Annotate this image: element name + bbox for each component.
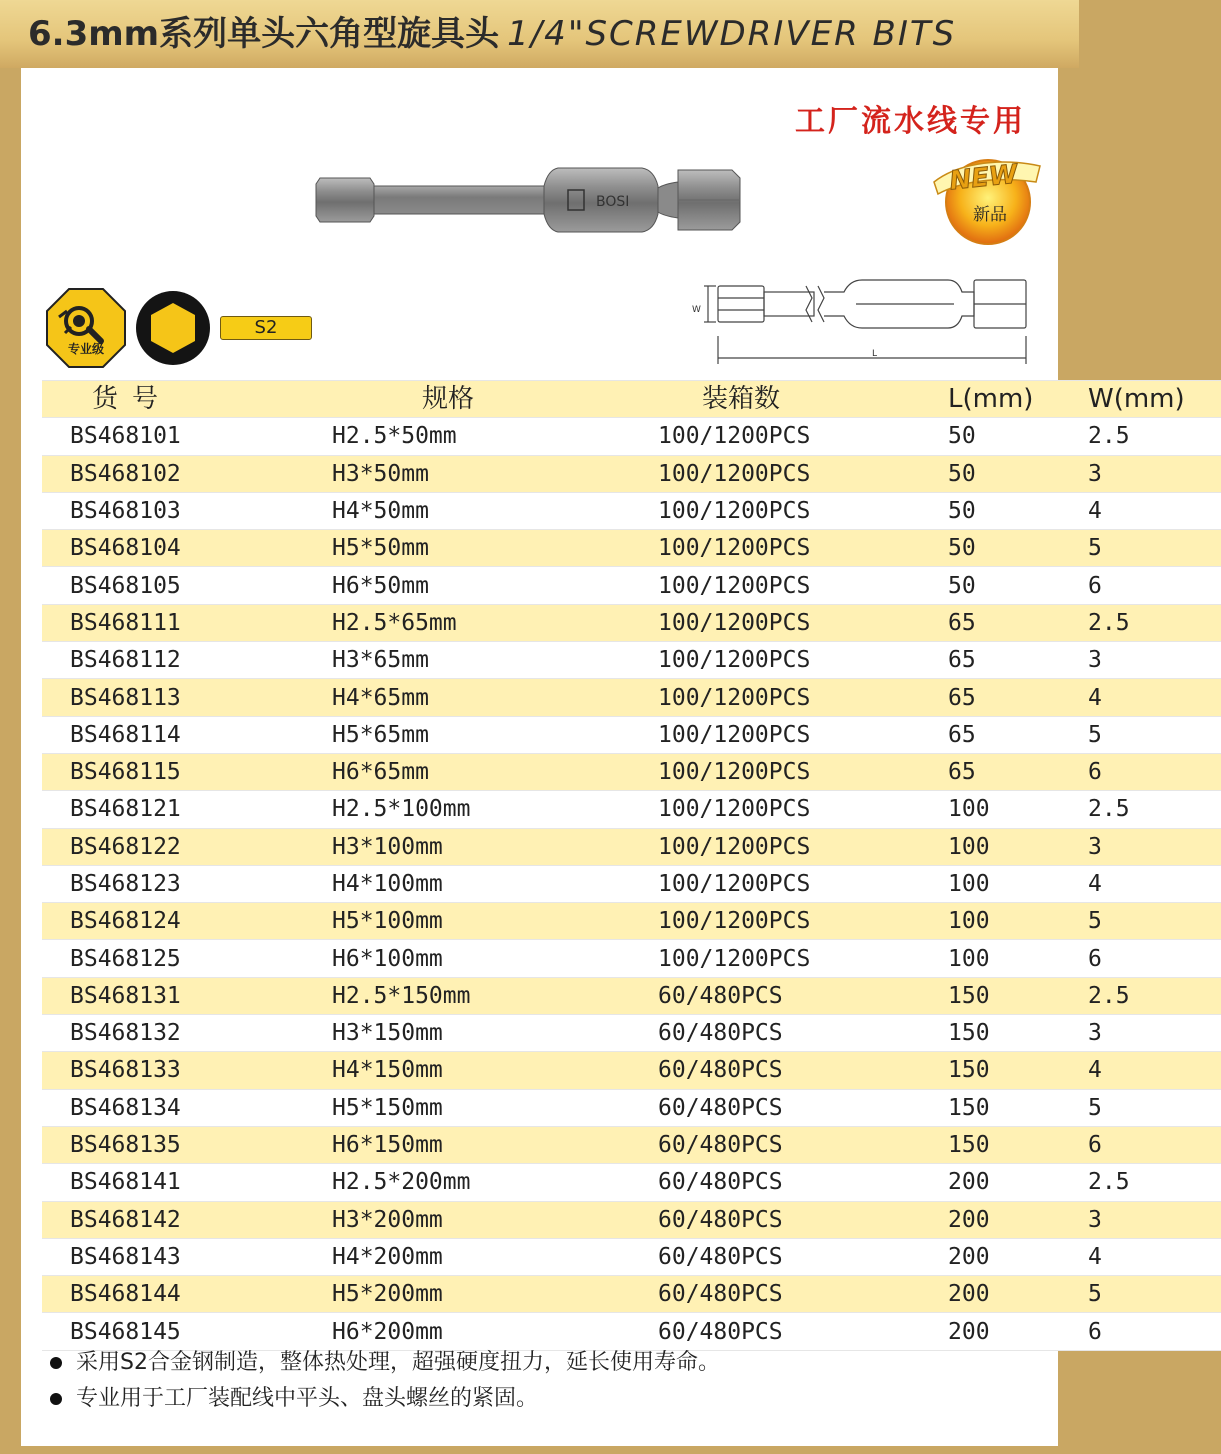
table-row <box>42 1052 1221 1089</box>
cell-box-qty: 60/480PCS <box>658 1281 783 1308</box>
cell-box-qty: 100/1200PCS <box>658 759 811 786</box>
cell-box-qty: 60/480PCS <box>658 1020 783 1047</box>
table-row <box>42 865 1221 902</box>
cell-box-qty: 60/480PCS <box>658 1318 783 1345</box>
material-badge: S2 <box>220 316 312 340</box>
cell-box-qty: 100/1200PCS <box>658 796 811 823</box>
cell-length: 100 <box>948 908 990 935</box>
cell-spec: H6*200mm <box>332 1318 443 1345</box>
cell-part-number: BS468104 <box>70 535 181 562</box>
cell-spec: H6*100mm <box>332 945 443 972</box>
header-box-qty: 装箱数 <box>702 384 781 415</box>
cell-width: 5 <box>1088 535 1102 562</box>
slogan: 工厂流水线专用 <box>795 104 1026 139</box>
cell-spec: H4*50mm <box>332 498 429 525</box>
cell-width: 6 <box>1088 759 1102 786</box>
table-row <box>42 418 1221 455</box>
cell-width: 5 <box>1088 721 1102 748</box>
cell-length: 100 <box>948 945 990 972</box>
cell-length: 150 <box>948 1020 990 1047</box>
diagram-l-label: L <box>872 349 878 359</box>
cell-box-qty: 60/480PCS <box>658 1169 783 1196</box>
cell-length: 150 <box>948 1132 990 1159</box>
cell-spec: H5*200mm <box>332 1281 443 1308</box>
cell-box-qty: 100/1200PCS <box>658 423 811 450</box>
cell-part-number: BS468123 <box>70 871 181 897</box>
cell-width: 5 <box>1088 908 1102 935</box>
cell-spec: H5*100mm <box>332 908 443 935</box>
bit-brand: BOSI <box>596 194 630 210</box>
cell-width: 4 <box>1088 498 1102 525</box>
header-length: L(mm) <box>948 384 1034 415</box>
cell-part-number: BS468101 <box>70 423 181 450</box>
title-chinese: 6.3mm系列单头六角型旋具头 <box>28 14 500 54</box>
cell-spec: H4*200mm <box>332 1243 443 1270</box>
cell-part-number: BS468114 <box>70 721 181 748</box>
screwdriver-bit-image <box>312 160 752 240</box>
cell-length: 150 <box>948 982 990 1009</box>
cell-box-qty: 100/1200PCS <box>658 647 811 674</box>
cell-part-number: BS468141 <box>70 1169 181 1196</box>
cell-part-number: BS468132 <box>70 1020 181 1047</box>
cell-length: 65 <box>948 647 976 674</box>
cell-spec: H5*150mm <box>332 1094 443 1121</box>
cell-part-number: BS468111 <box>70 609 181 636</box>
header-spec: 规格 <box>422 384 475 415</box>
diagram-w-label: W <box>692 305 701 315</box>
cell-length: 200 <box>948 1206 990 1233</box>
cell-part-number: BS468102 <box>70 460 181 487</box>
cell-spec: H3*150mm <box>332 1020 443 1047</box>
cell-box-qty: 100/1200PCS <box>658 908 811 935</box>
cell-width: 6 <box>1088 1132 1102 1159</box>
table-row <box>42 604 1221 641</box>
cell-spec: H3*200mm <box>332 1206 443 1233</box>
cell-length: 65 <box>948 721 976 748</box>
note-text: 采用S2合金钢制造，整体热处理，超强硬度扭力，延长使用寿命。 <box>76 1350 720 1375</box>
cell-spec: H2.5*150mm <box>332 982 471 1009</box>
cell-width: 6 <box>1088 1318 1102 1345</box>
cell-width: 5 <box>1088 1281 1102 1308</box>
cell-length: 100 <box>948 796 990 823</box>
cell-part-number: BS468133 <box>70 1057 181 1084</box>
table-row <box>42 642 1221 679</box>
grade-label: 专业级 <box>67 342 105 356</box>
cell-width: 2.5 <box>1088 982 1130 1009</box>
cell-box-qty: 100/1200PCS <box>658 871 811 897</box>
cell-part-number: BS468144 <box>70 1281 181 1308</box>
cell-box-qty: 60/480PCS <box>658 1206 783 1233</box>
cell-length: 50 <box>948 498 976 525</box>
table-row <box>42 1015 1221 1052</box>
cell-box-qty: 60/480PCS <box>658 1132 783 1159</box>
cell-spec: H4*100mm <box>332 871 443 897</box>
cell-box-qty: 100/1200PCS <box>658 572 811 599</box>
cell-box-qty: 60/480PCS <box>658 1094 783 1121</box>
cell-width: 4 <box>1088 871 1102 897</box>
table-row <box>42 1164 1221 1201</box>
cell-spec: H4*150mm <box>332 1057 443 1084</box>
cell-part-number: BS468131 <box>70 982 181 1009</box>
cell-length: 150 <box>948 1057 990 1084</box>
table-row <box>42 716 1221 753</box>
cell-width: 2.5 <box>1088 423 1130 450</box>
cell-spec: H2.5*65mm <box>332 609 457 636</box>
dimension-diagram <box>686 272 1032 368</box>
cell-width: 3 <box>1088 1020 1102 1047</box>
bullet-icon <box>50 1393 62 1405</box>
cell-box-qty: 100/1200PCS <box>658 609 811 636</box>
cell-box-qty: 100/1200PCS <box>658 498 811 525</box>
table-row <box>42 828 1221 865</box>
cell-length: 50 <box>948 572 976 599</box>
cell-width: 3 <box>1088 1206 1102 1233</box>
table-row <box>42 455 1221 492</box>
cell-part-number: BS468112 <box>70 647 181 674</box>
table-row <box>42 679 1221 716</box>
cell-part-number: BS468124 <box>70 908 181 935</box>
cell-width: 6 <box>1088 572 1102 599</box>
cell-width: 3 <box>1088 647 1102 674</box>
cell-part-number: BS468142 <box>70 1206 181 1233</box>
cell-length: 200 <box>948 1281 990 1308</box>
cell-length: 200 <box>948 1318 990 1345</box>
table-row <box>42 1276 1221 1313</box>
table-row <box>42 1201 1221 1238</box>
cell-length: 65 <box>948 684 976 711</box>
cell-spec: H5*50mm <box>332 535 429 562</box>
cell-part-number: BS468135 <box>70 1132 181 1159</box>
note-text: 专业用于工厂装配线中平头、盘头螺丝的紧固。 <box>76 1386 539 1411</box>
cell-length: 150 <box>948 1094 990 1121</box>
header-part-number: 货号 <box>92 384 173 415</box>
professional-grade-icon <box>45 287 127 369</box>
cell-spec: H2.5*50mm <box>332 423 457 450</box>
page-title <box>28 8 956 60</box>
cell-width: 2.5 <box>1088 609 1130 636</box>
cell-spec: H4*65mm <box>332 684 429 711</box>
cell-part-number: BS468122 <box>70 833 181 860</box>
new-badge-text: NEW <box>948 159 1020 197</box>
cell-width: 4 <box>1088 1243 1102 1270</box>
cell-length: 100 <box>948 871 990 897</box>
cell-length: 50 <box>948 535 976 562</box>
cell-box-qty: 100/1200PCS <box>658 721 811 748</box>
notes-list <box>48 1345 1038 1417</box>
header-bar <box>0 0 1079 68</box>
bullet-icon <box>50 1357 62 1369</box>
cell-length: 65 <box>948 609 976 636</box>
cell-width: 3 <box>1088 833 1102 860</box>
table-header-row <box>42 381 1221 418</box>
hex-drive-icon <box>134 289 212 367</box>
cell-box-qty: 100/1200PCS <box>658 945 811 972</box>
cell-part-number: BS468143 <box>70 1243 181 1270</box>
table-row <box>42 753 1221 790</box>
cell-width: 6 <box>1088 945 1102 972</box>
table-body <box>42 418 1221 1350</box>
cell-box-qty: 100/1200PCS <box>658 833 811 860</box>
note-item <box>48 1345 1038 1381</box>
cell-box-qty: 60/480PCS <box>658 1057 783 1084</box>
cell-spec: H6*65mm <box>332 759 429 786</box>
table-row <box>42 492 1221 529</box>
table-row <box>42 791 1221 828</box>
cell-length: 200 <box>948 1169 990 1196</box>
cell-width: 4 <box>1088 684 1102 711</box>
cell-spec: H3*100mm <box>332 833 443 860</box>
cell-spec: H2.5*100mm <box>332 796 471 823</box>
cell-box-qty: 60/480PCS <box>658 982 783 1009</box>
cell-box-qty: 60/480PCS <box>658 1243 783 1270</box>
table-row <box>42 1126 1221 1163</box>
cell-length: 100 <box>948 833 990 860</box>
cell-width: 5 <box>1088 1094 1102 1121</box>
cell-part-number: BS468115 <box>70 759 181 786</box>
table-row <box>42 903 1221 940</box>
cell-width: 2.5 <box>1088 796 1130 823</box>
cell-part-number: BS468145 <box>70 1318 181 1345</box>
cell-width: 2.5 <box>1088 1169 1130 1196</box>
cell-length: 65 <box>948 759 976 786</box>
cell-spec: H2.5*200mm <box>332 1169 471 1196</box>
title-english: 1/4"SCREWDRIVER BITS <box>507 14 957 54</box>
cell-width: 3 <box>1088 460 1102 487</box>
new-badge-icon <box>924 142 1046 248</box>
cell-spec: H5*65mm <box>332 721 429 748</box>
table-row <box>42 1089 1221 1126</box>
spec-table <box>42 380 1221 1351</box>
cell-part-number: BS468134 <box>70 1094 181 1121</box>
cell-width: 4 <box>1088 1057 1102 1084</box>
cell-spec: H3*50mm <box>332 460 429 487</box>
header-width: W(mm) <box>1088 384 1185 415</box>
cell-part-number: BS468125 <box>70 945 181 972</box>
cell-part-number: BS468105 <box>70 572 181 599</box>
cell-length: 200 <box>948 1243 990 1270</box>
cell-length: 50 <box>948 460 976 487</box>
cell-part-number: BS468121 <box>70 796 181 823</box>
table-row <box>42 1238 1221 1275</box>
table-row <box>42 940 1221 977</box>
table-row <box>42 977 1221 1014</box>
cell-spec: H6*50mm <box>332 572 429 599</box>
note-item <box>48 1381 1038 1417</box>
cell-spec: H6*150mm <box>332 1132 443 1159</box>
cell-spec: H3*65mm <box>332 647 429 674</box>
cell-box-qty: 100/1200PCS <box>658 684 811 711</box>
cell-box-qty: 100/1200PCS <box>658 460 811 487</box>
table-row <box>42 567 1221 604</box>
cell-length: 50 <box>948 423 976 450</box>
cell-part-number: BS468113 <box>70 684 181 711</box>
new-badge-cn: 新品 <box>973 205 1007 225</box>
cell-part-number: BS468103 <box>70 498 181 525</box>
table-row <box>42 530 1221 567</box>
cell-box-qty: 100/1200PCS <box>658 535 811 562</box>
